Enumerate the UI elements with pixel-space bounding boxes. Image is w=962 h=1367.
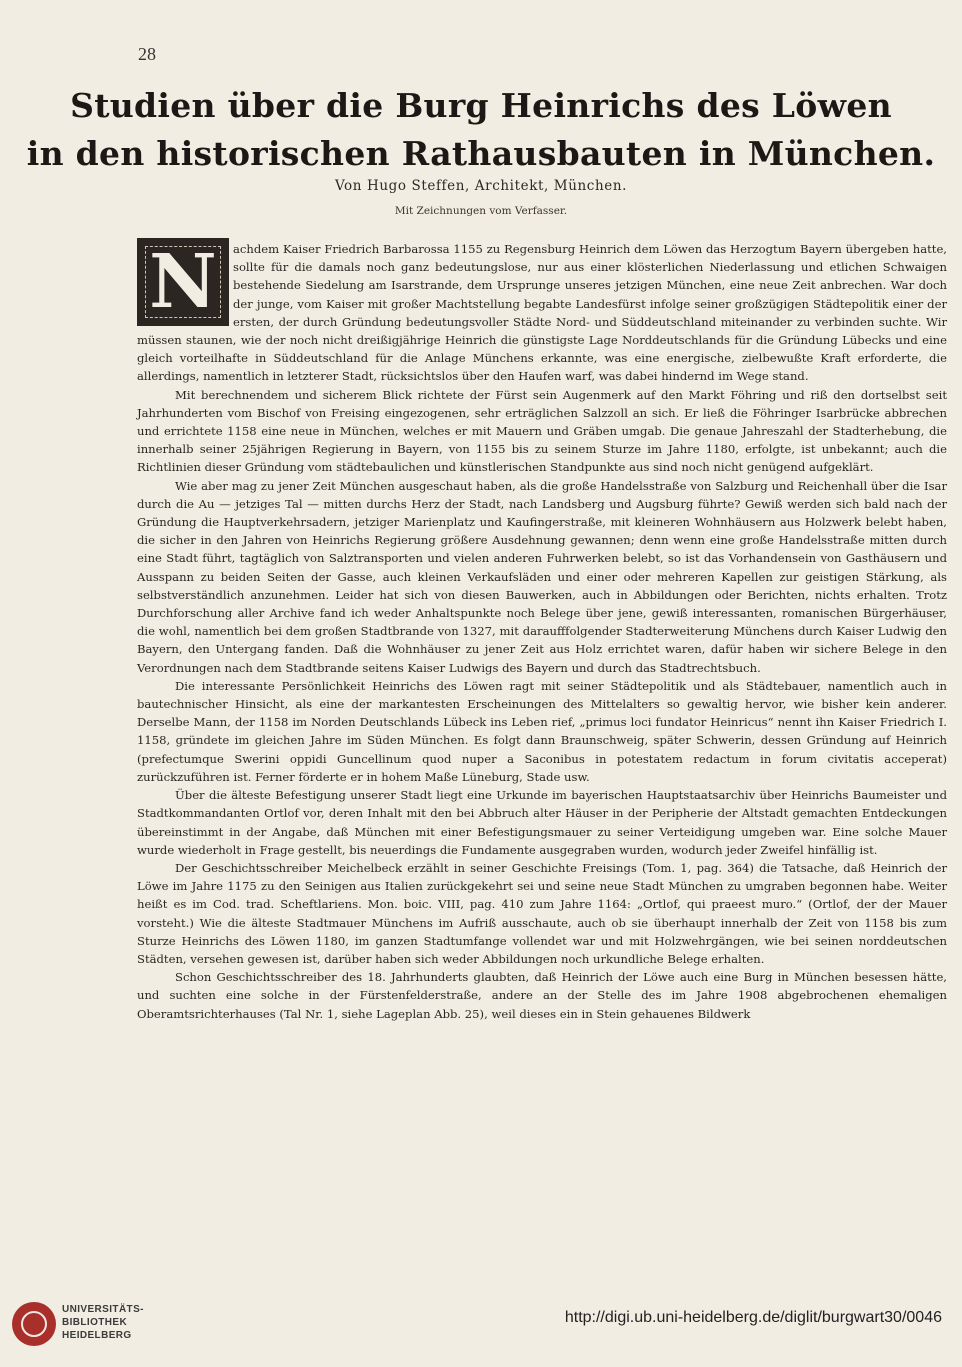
dropcap-ornament (145, 246, 221, 318)
paragraph-5: Über die älteste Befestigung unserer Stadt liegt eine Urkunde im bayerischen Hauptstaatsarchiv über Heinrichs Baumeister und Stadtkommandanten Ortlof vor, deren Inhalt mit den bei Abbruch alter Häuser in der Peripherie der Altstadt gemachten Entdeckungen übereinstimmt in der Angabe, daß München mit einer Befestigungsmauer zu seiner Verteidigung umgeben war. Eine solche Mauer wurde wiederholt in Frage gestellt, bis neuerdings die Fundamente ausgegraben wurden, wodurch jeder Zweifel hinfällig ist. (137, 788, 947, 857)
article-title-line-1: Studien über die Burg Heinrichs des Löwen (70, 86, 892, 125)
paragraph-3: Wie aber mag zu jener Zeit München ausgeschaut haben, als die große Handelsstraße von Salzburg und Reichenhall über die Isar durch die Au — jetziges Tal — mitten durchs Herz der Stadt, nach Landsberg und Augsburg führte? Gewiß werden sich bald nach der Gründung die Hauptverkehrsadern, jetziger Marienplatz und Kaufingerstraße, mit kleineren Wohnhäusern aus Holzwerk belebt haben, die sicher in den Jahren von Heinrichs Regierung größere Ausdehnung gewannen; denn wenn eine große Handelsstraße mitten durch eine Stadt führt, tagtäglich von Salztransporten und vielen anderen Fuhrwerken belebt, so ist das Vorhandensein von Gasthäusern und Ausspann zu beiden Seiten der Gasse, auch kleinen Verkaufsläden und einer oder mehreren Kapellen zur geistigen Stärkung, als selbstverständlich anzunehmen. Leider hat sich von diesen Bauwerken, auch in Abbildungen oder Berichten, nichts erhalten. Trotz Durchforschung aller Archive fand ich weder Anhaltspunkte noch Belege über jene, gewiß interessanten, romanischen Bürgerhäuser, die wohl, namentlich bei dem großen Stadtbrande von 1327, mit daraufffolgender Stadterweiterung Münchens durch Kaiser Ludwig den Bayern, den Untergang fanden. Daß die Wohnhäuser zu jener Zeit aus Holz errichtet waren, dafür haben wir sichere Belege in den Verordnungen nach dem Stadtbrande seitens Kaiser Ludwigs des Bayern und durch das Stadtrechtsbuch. (137, 478, 947, 675)
article-byline: Von Hugo Steffen, Architekt, München. (334, 178, 628, 194)
seal-ring (21, 1311, 47, 1337)
footer (0, 1295, 962, 1355)
paragraph-7: Schon Geschichtsschreiber des 18. Jahrhunderts glaubten, daß Heinrich der Löwe auch eine Burg in München besessen hätte, und suchten eine solche in der Fürstenfelderstraße, andere an der Stelle des im Jahre 1908 abgebrochenen ehemaligen Oberamtsrichterhauses (Tal Nr. 1, siehe Lageplan Abb. 25), weil dieses ein in Stein gehauenes Bildwerk (137, 970, 947, 1021)
library-name-line-1: UNIVERSITÄTS- (62, 1304, 144, 1315)
university-seal-icon (12, 1302, 56, 1346)
article-byline-note: Mit Zeichnungen vom Verfasser. (394, 205, 568, 217)
paragraph-6: Der Geschichtsschreiber Meichelbeck erzählt in seiner Geschichte Freisings (Tom. 1, pag. 364) die Tatsache, daß Heinrich der Löwe im Jahre 1175 zu den Seinigen aus Italien zurückgekehrt sei und seine neue Stadt München zu umgraben begonnen habe. Weiter heißt es im Cod. trad. Scheftlariens. Mon. boic. VIII, pag. 410 zum Jahre 1164: „Ortlof, qui praeest muro.“ (Ortlof, der der Mauer vorsteht.) Wie die älteste Stadtmauer Münchens im Aufriß ausschaute, auch ob sie überhaupt innerhalb der Zeit von 1158 bis zum Sturze Heinrichs des Löwen 1180, im ganzen Stadtumfange vollendet war und mit Holzwehrgängen, wie bei seinen norddeutschen Städten, versehen gewesen ist, darüber haben sich weder Abbildungen noch urkundliche Belege erhalten. (137, 860, 947, 966)
library-name-line-3: HEIDELBERG (62, 1330, 132, 1341)
article-title (0, 82, 962, 178)
source-url-link[interactable]: http://digi.ub.uni-heidelberg.de/diglit/burgwart30/0046 (564, 1309, 942, 1326)
paragraph-2: Mit berechnendem und sicherem Blick richtete der Fürst sein Augenmerk auf den Markt Föhring und riß den dortselbst seit Jahrhunderten vom Bischof von Freising eingezogenen, sehr erträglichen Salzzoll an sich. Er ließ die Föhringer Isarbrücke abbrechen und errichtete 1158 eine neue in München, welches er mit Mauern und Gräben umgab. Die genaue Jahreszahl der Stadterhebung, die innerhalb seiner 25jährigen Regierung in Bayern, von 1155 bis zu seinem Sturze im Jahre 1180, erfolgte, ist unbekannt; auch die Richtlinien dieser Gründung vom städtebaulichen und künstlerischen Standpunkte aus sind noch nicht genügend aufgeklärt. (137, 387, 947, 475)
dropcap-letter: N (149, 239, 217, 325)
article-body (137, 240, 947, 1023)
paragraph-1: achdem Kaiser Friedrich Barbarossa 1155 zu Regensburg Heinrich dem Löwen das Herzogtum Bayern übergeben hatte, sollte für die damals noch ganz bedeutungslose, nur aus einer klösterlichen Niederlassung und etlichen Schwaigen bestehende Siedelung am Isarstrande, dem Ursprunge unseres jetzigen München, eine neue Zeit anbrechen. War doch der junge, vom Kaiser mit großer Machtstellung begabte Landesfürst infolge seiner großzügigen Städtepolitik einer der ersten, der durch Gründung bedeutungsvoller Städte Nord- und Süddeutschland miteinander zu verbinden suchte. Wir müssen staunen, wie der noch nicht dreißigjährige Heinrich die günstigste Lage Norddeutschlands für die Gründung Lübecks und eine gleich vorteilhafte in Süddeutschland für die Anlage Münchens erkannte, was eine energische, zielbewußte Kraft erforderte, die allerdings, namentlich in letzterer Stadt, rücksichtslos über den Haufen warf, was dabei hindernd im Wege stand. (137, 242, 947, 384)
library-name (62, 1303, 144, 1342)
library-name-line-2: BIBLIOTHEK (62, 1317, 128, 1328)
page-number: 28 (138, 44, 156, 64)
dropcap-initial (137, 238, 229, 326)
article-title-line-2: in den historischen Rathausbauten in München. (26, 134, 936, 173)
paragraph-4: Die interessante Persönlichkeit Heinrichs des Löwen ragt mit seiner Städtepolitik und als Städtebauer, namentlich auch in bautechnischer Hinsicht, als eine der markantesten Erscheinungen des Mittelalters so gewaltig hervor, wie bisher kein anderer. Derselbe Mann, der 1158 im Norden Deutschlands Lübeck ins Leben rief, „primus loci fundator Heinricus“ nennt ihn Kaiser Friedrich I. 1158, gründete im gleichen Jahre im Süden München. Es folgt dann Braunschweig, später Schwerin, dessen Gründung auf Heinrich (prefectumque Swerini oppidi Guncellinum quod nuper a Saconibus in potestatem redactum in forum civitatis acceperat) zurückzuführen ist. Ferner förderte er in hohem Maße Lüneburg, Stade usw. (137, 678, 947, 784)
